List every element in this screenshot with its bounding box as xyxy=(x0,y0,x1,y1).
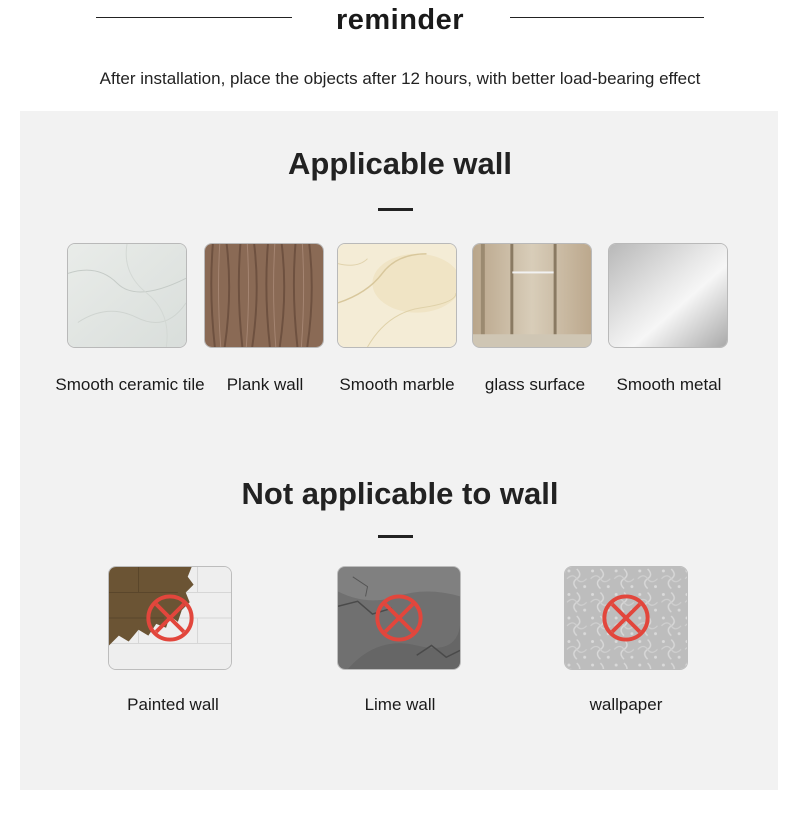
applicable-label-metal: Smooth metal xyxy=(616,375,722,394)
applicable-heading-dash xyxy=(378,208,413,211)
applicable-label-ceramic: Smooth ceramic tile xyxy=(55,375,205,394)
not-applicable-label-lime: Lime wall xyxy=(364,695,436,714)
header-right-rule xyxy=(510,17,704,18)
not-applicable-heading: Not applicable to wall xyxy=(241,476,559,511)
installation-note: After installation, place the objects after 12 hours, with better load-bearing effect xyxy=(99,69,701,88)
page-title: reminder xyxy=(335,4,465,36)
metal-swatch-icon xyxy=(608,243,728,348)
not-applicable-heading-dash xyxy=(378,535,413,538)
applicable-label-marble: Smooth marble xyxy=(339,375,455,394)
plank-wall-swatch-icon xyxy=(204,243,324,348)
applicable-label-glass: glass surface xyxy=(484,375,586,394)
not-applicable-label-wallpaper: wallpaper xyxy=(589,695,663,714)
wallpaper-swatch-icon xyxy=(564,566,688,670)
painted-wall-swatch-icon xyxy=(108,566,232,670)
applicable-wall-heading: Applicable wall xyxy=(288,146,512,181)
wall-compatibility-panel xyxy=(20,111,778,790)
glass-surface-swatch-icon xyxy=(472,243,592,348)
marble-swatch-icon xyxy=(337,243,457,348)
applicable-label-plank: Plank wall xyxy=(226,375,304,394)
ceramic-tile-swatch-icon xyxy=(67,243,187,348)
not-applicable-label-painted: Painted wall xyxy=(127,695,219,714)
lime-wall-swatch-icon xyxy=(337,566,461,670)
